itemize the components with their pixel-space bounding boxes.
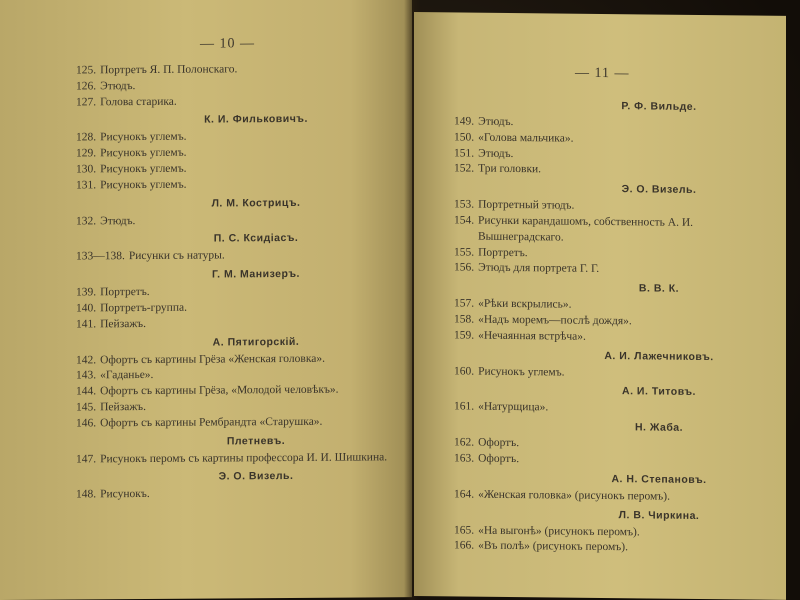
entry-title: Пейзажъ. bbox=[100, 400, 146, 414]
entry-title: «Женская головка» (рисунокъ перомъ). bbox=[478, 488, 670, 503]
artist-heading: Э. О. Визель. bbox=[621, 183, 697, 197]
page-number-left: — 10 — bbox=[200, 36, 255, 52]
entry-title: Офортъ съ картины Грёза, «Молодой человѣкъ». bbox=[100, 383, 339, 398]
entry-number: 142. bbox=[76, 353, 97, 367]
entry-number: 143. bbox=[76, 369, 97, 382]
artist-heading: К. И. Фильковичъ. bbox=[204, 113, 308, 126]
entry-title: Рисунки съ натуры. bbox=[128, 249, 225, 263]
catalog-entry bbox=[454, 400, 754, 419]
entry-title: «Надъ моремъ—послѣ дождя». bbox=[478, 313, 632, 328]
entry-title: «Натурщица». bbox=[478, 401, 549, 414]
entry-title: Портретъ. bbox=[100, 286, 150, 299]
entry-title: «Гаданье». bbox=[100, 369, 154, 382]
entry-title: Офортъ съ картины Рембрандта «Старушка». bbox=[100, 415, 323, 430]
left-catalog-list bbox=[76, 61, 396, 503]
entry-number: 139. bbox=[76, 286, 97, 299]
artist-heading: А. И. Лажечниковъ. bbox=[604, 349, 714, 363]
entry-number: 128. bbox=[76, 131, 97, 144]
entry-number: 161. bbox=[454, 400, 475, 413]
catalog-entry bbox=[454, 487, 754, 506]
entry-title: Рисунокъ перомъ съ картины профессора И. И. Шишкина. bbox=[100, 450, 388, 465]
entry-number: 156. bbox=[454, 261, 475, 275]
artist-heading: А. И. Титовъ. bbox=[622, 385, 696, 399]
entry-number: 163. bbox=[454, 452, 475, 465]
entry-title: Рисунки карандашомъ, собственность А. И. Вышнеградскаго. bbox=[478, 214, 693, 244]
entry-title: Этюдъ для портрета Г. Г. bbox=[478, 262, 600, 276]
entry-number: 150. bbox=[454, 131, 475, 144]
entry-title: Портретъ-группа. bbox=[100, 301, 187, 315]
entry-number: 148. bbox=[76, 488, 97, 501]
entry-number: 129. bbox=[76, 147, 97, 160]
catalog-entry bbox=[454, 162, 754, 181]
catalog-entry bbox=[76, 212, 396, 230]
entry-title: Рисунокъ углемъ. bbox=[100, 131, 187, 144]
entry-title: Рисунокъ углемъ. bbox=[478, 365, 565, 379]
entry-number: 147. bbox=[76, 452, 97, 466]
catalog-entry bbox=[454, 451, 754, 470]
catalog-entry bbox=[76, 486, 396, 504]
artist-heading: П. С. Ксидіасъ. bbox=[213, 232, 299, 245]
entry-title: Пейзажъ. bbox=[100, 317, 146, 331]
catalog-entry bbox=[454, 364, 754, 383]
catalog-entry bbox=[454, 261, 754, 280]
catalog-entry bbox=[76, 414, 396, 432]
entry-number: 158. bbox=[454, 313, 475, 326]
entry-number: 153. bbox=[454, 198, 475, 211]
entry-title: «Рѣки вскрылись». bbox=[478, 297, 572, 311]
catalog-entry bbox=[76, 93, 396, 111]
page-number-right: — 11 — bbox=[575, 65, 630, 82]
entry-title: Этюдъ. bbox=[478, 147, 514, 160]
entry-number: 159. bbox=[454, 329, 475, 342]
catalog-entry bbox=[454, 539, 754, 558]
artist-heading: А. Пятигорскій. bbox=[212, 335, 300, 349]
entry-number: 145. bbox=[76, 401, 97, 414]
artist-heading: Плетневъ. bbox=[226, 434, 286, 447]
right-page bbox=[414, 12, 786, 600]
catalog-entry bbox=[76, 248, 396, 266]
entry-number: 125. bbox=[76, 64, 97, 77]
artist-heading: Л. В. Чиркина. bbox=[618, 508, 700, 522]
entry-title: Этюдъ. bbox=[478, 115, 514, 129]
entry-number: 155. bbox=[454, 245, 475, 259]
entry-number: 127. bbox=[76, 95, 97, 109]
entry-number: 154. bbox=[454, 214, 475, 227]
entry-title: Рисунокъ. bbox=[100, 488, 150, 501]
artist-heading: В. В. К. bbox=[638, 282, 680, 295]
artist-heading: Г. М. Манизеръ. bbox=[212, 268, 300, 281]
entry-title: «Нечаянная встрѣча». bbox=[478, 329, 586, 343]
entry-title: Этюдъ. bbox=[100, 79, 136, 93]
entry-title: Офортъ съ картины Грёза «Женская головка». bbox=[100, 352, 325, 366]
entry-number: 133—138. bbox=[76, 250, 125, 263]
entry-number: 131. bbox=[76, 179, 97, 192]
entry-title: Портретный этюдъ. bbox=[478, 198, 575, 212]
artist-heading: Э. О. Визель. bbox=[218, 470, 294, 483]
entry-number: 126. bbox=[76, 80, 97, 93]
entry-title: Голова старика. bbox=[100, 95, 177, 108]
entry-number: 165. bbox=[454, 523, 475, 537]
catalog-entry bbox=[76, 315, 396, 333]
entry-number: 141. bbox=[76, 318, 97, 331]
entry-title: «Голова мальчика». bbox=[478, 131, 574, 145]
artist-heading: Л. М. Кострицъ. bbox=[211, 196, 301, 210]
entry-number: 164. bbox=[454, 488, 475, 501]
entry-title: Рисунокъ углемъ. bbox=[100, 146, 187, 160]
entry-title: Офортъ. bbox=[478, 452, 520, 466]
entry-title: Рисунокъ углемъ. bbox=[100, 162, 187, 176]
right-catalog-list bbox=[454, 94, 754, 557]
entry-number: 144. bbox=[76, 385, 97, 398]
entry-title: Офортъ. bbox=[478, 436, 520, 450]
entry-number: 157. bbox=[454, 297, 475, 310]
entry-number: 149. bbox=[454, 115, 475, 128]
entry-number: 160. bbox=[454, 364, 475, 378]
catalog-entry bbox=[76, 450, 396, 468]
entry-number: 166. bbox=[454, 539, 475, 552]
entry-number: 132. bbox=[76, 214, 97, 228]
entry-number: 152. bbox=[454, 162, 475, 176]
artist-heading: Н. Жаба. bbox=[634, 421, 684, 434]
entry-title: Три головки. bbox=[478, 163, 542, 176]
entry-title: «Въ полѣ» (рисунокъ перомъ). bbox=[478, 540, 628, 554]
entry-title: Этюдъ. bbox=[100, 214, 136, 227]
entry-title: «На выгонѣ» (рисунокъ перомъ). bbox=[478, 524, 640, 538]
entry-title: Портретъ. bbox=[478, 246, 528, 259]
entry-number: 140. bbox=[76, 302, 97, 315]
catalog-entry bbox=[454, 328, 754, 347]
artist-heading: Р. Ф. Вильде. bbox=[621, 100, 697, 113]
entry-number: 151. bbox=[454, 147, 475, 160]
entry-title: Портретъ Я. П. Полонскаго. bbox=[100, 63, 238, 77]
entry-number: 130. bbox=[76, 163, 97, 176]
catalog-entry bbox=[76, 176, 396, 194]
entry-title: Рисунокъ углемъ. bbox=[100, 178, 187, 192]
artist-heading: А. Н. Степановъ. bbox=[611, 472, 707, 486]
entry-number: 162. bbox=[454, 436, 475, 449]
catalog-entry bbox=[454, 213, 754, 248]
entry-number: 146. bbox=[76, 417, 97, 430]
